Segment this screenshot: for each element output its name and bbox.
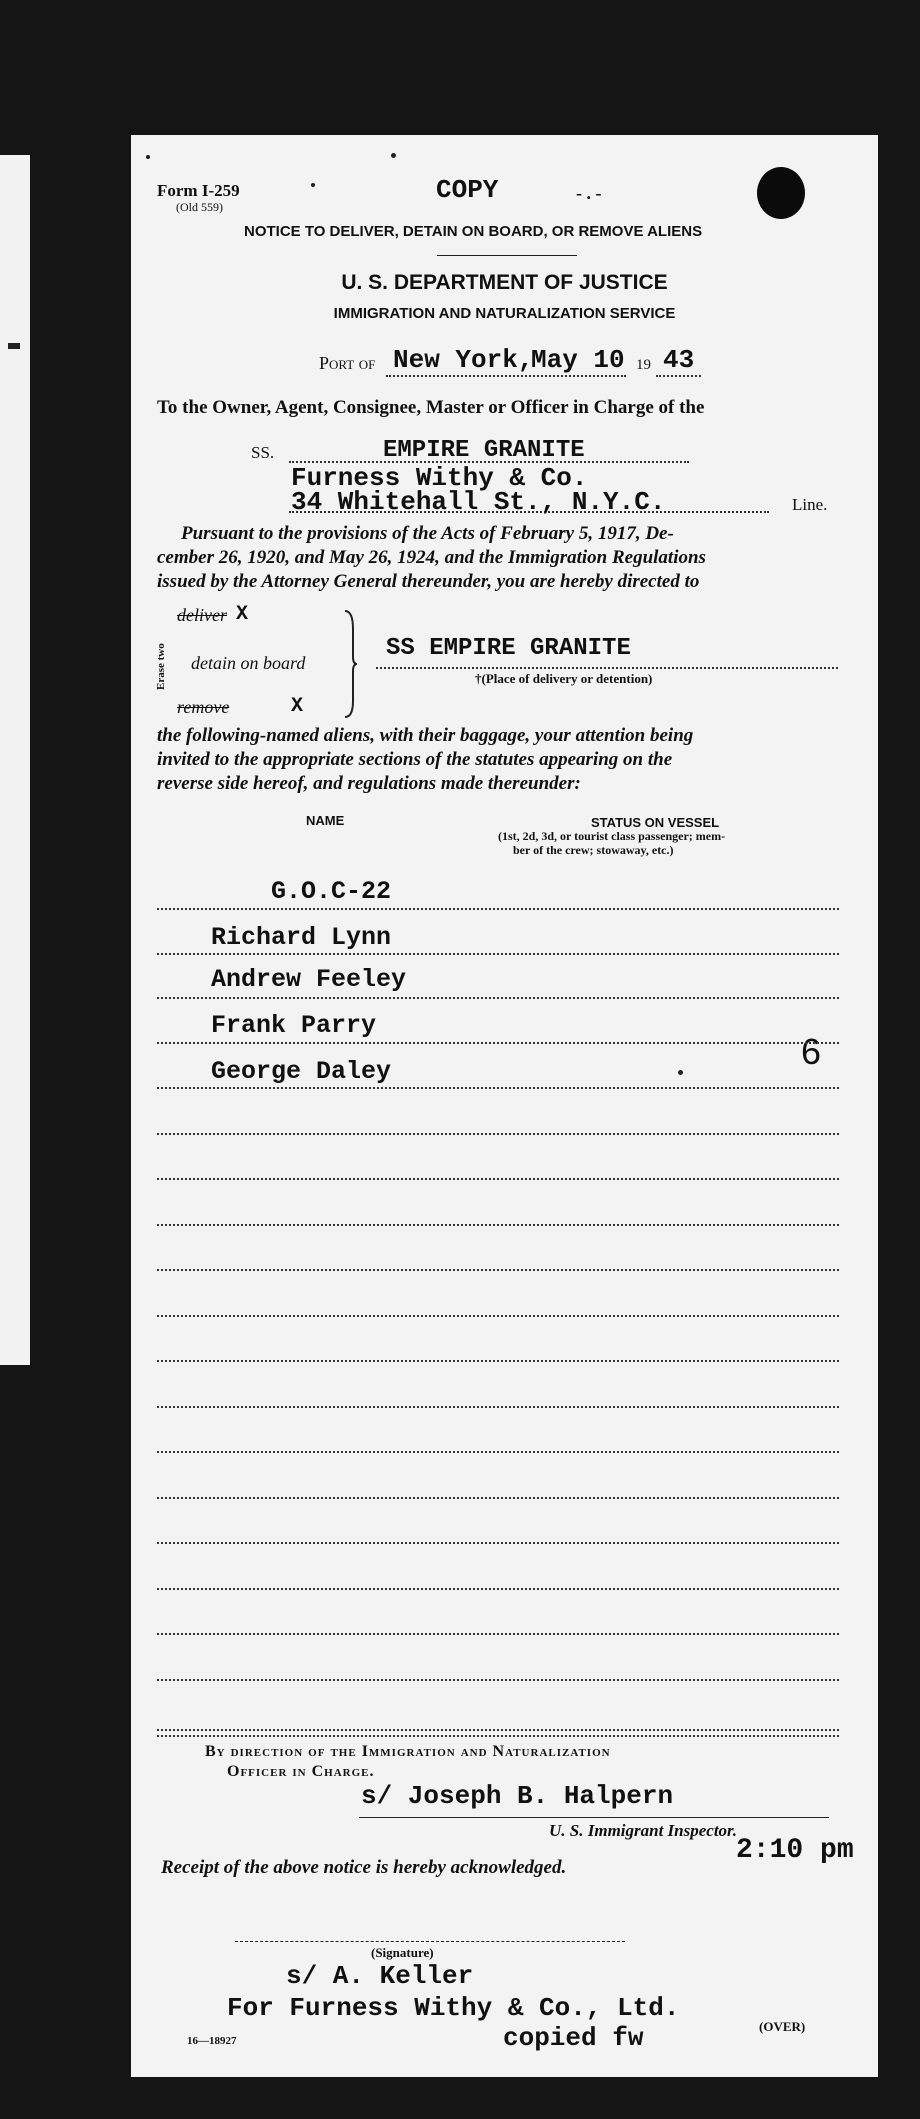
direction-text-2: Officer in Charge. — [227, 1763, 375, 1780]
date-value: May 10 — [531, 345, 625, 375]
form-number: Form I-259 — [157, 181, 240, 200]
adjacent-page-strip — [0, 155, 30, 1365]
adjacent-page-mark — [8, 343, 20, 349]
alien-entry: G.O.C-22 — [271, 877, 392, 906]
title-rule — [437, 255, 577, 256]
time-written: 2:10 pm — [736, 1835, 854, 1866]
following-text-1: the following-named aliens, with their baggage, your attention being — [157, 725, 694, 746]
copy-stamp: COPY — [436, 175, 499, 205]
following-text-2: invited to the appropriate sections of the statutes appearing on the — [157, 749, 673, 770]
signature-label: (Signature) — [371, 1945, 434, 1960]
pursuant-text-1: Pursuant to the provisions of the Acts of February 5, 1917, De- — [181, 523, 674, 544]
year-prefix: 19 — [636, 357, 651, 373]
receiver-company: For Furness Withy & Co., Ltd. — [227, 1993, 680, 2023]
alien-entry: Andrew Feeley — [211, 965, 407, 994]
direction-text-1: By direction of the Immigration and Naturalization — [205, 1743, 611, 1760]
over-note: (OVER) — [759, 2019, 806, 2034]
status-note-1: (1st, 2d, 3d, or tourist class passenger; mem- — [498, 829, 726, 843]
year-value: 43 — [663, 345, 695, 375]
following-text-3: reverse side hereof, and regulations made thereunder: — [157, 773, 581, 794]
option-remove: remove — [177, 697, 230, 717]
copied-note: copied fw — [503, 2023, 644, 2053]
to-line: To the Owner, Agent, Consignee, Master or Officer in Charge of the — [157, 397, 705, 418]
inspector-title: U. S. Immigrant Inspector. — [549, 1821, 737, 1840]
alien-entry: George Daley — [211, 1057, 392, 1086]
old-form-number: (Old 559) — [176, 200, 223, 214]
remove-x-mark: X — [291, 695, 304, 718]
ship-name: EMPIRE GRANITE — [383, 437, 585, 464]
alien-entry: Richard Lynn — [211, 923, 392, 952]
print-code: 16—18927 — [187, 2035, 237, 2047]
deliver-x-mark: X — [236, 603, 249, 626]
name-column-header: NAME — [306, 813, 345, 828]
punch-hole — [757, 167, 805, 219]
line-address: 34 Whitehall St., N.Y.C. — [291, 487, 666, 517]
alien-entry: Frank Parry — [211, 1011, 377, 1040]
place-value: SS EMPIRE GRANITE — [386, 635, 631, 662]
department-name: U. S. DEPARTMENT OF JUSTICE — [341, 271, 668, 294]
status-note-2: ber of the crew; stowaway, etc.) — [513, 843, 674, 857]
option-deliver: deliver — [177, 605, 227, 625]
service-name: IMMIGRATION AND NATURALIZATION SERVICE — [333, 305, 676, 322]
option-detain: detain on board — [191, 653, 306, 673]
pursuant-text-2: cember 26, 1920, and May 26, 1924, and the Immigration Regulations — [157, 547, 706, 568]
erase-two-note: Erase two — [155, 643, 167, 690]
status-column-header: STATUS ON VESSEL — [591, 815, 720, 830]
inspector-signature: s/ Joseph B. Halpern — [361, 1781, 674, 1811]
count-mark: 6 — [801, 1031, 822, 1072]
options-bracket — [343, 609, 357, 719]
line-label: Line. — [792, 495, 828, 514]
notice-title: NOTICE TO DELIVER, DETAIN ON BOARD, OR REMOVE ALIENS — [244, 223, 703, 240]
port-value: New York, — [393, 345, 534, 375]
pursuant-text-3: issued by the Attorney General thereunder, you are hereby directed to — [157, 571, 700, 592]
place-label: †(Place of delivery or detention) — [475, 671, 653, 686]
receiver-signature: s/ A. Keller — [286, 1961, 474, 1991]
ss-label: SS. — [251, 443, 275, 462]
line-owner: Furness Withy & Co. — [291, 463, 588, 493]
port-label: Port of — [319, 353, 376, 373]
dash-mark: - . - — [576, 183, 602, 203]
form-page — [131, 135, 878, 2077]
receipt-text: Receipt of the above notice is hereby acknowledged. — [161, 1857, 567, 1878]
